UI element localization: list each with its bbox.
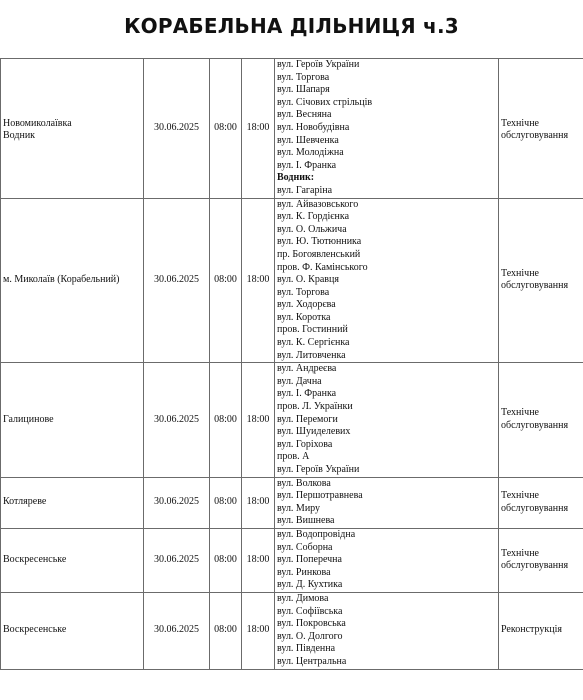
street-item: вул. Покровська [277,618,346,630]
street-item: вул. І. Франка [277,159,337,171]
street-item: вул. Ю. Тютюнника [277,236,362,248]
date-cell: 30.06.2025 [144,528,210,592]
street-item: вул. К. Сергієнка [277,337,350,349]
street-item: пров. Гостинний [277,324,348,336]
street-item: вул. Дачна [277,375,322,387]
location-name: Галицинове [3,413,54,425]
table-row [1,592,583,669]
street-item: вул. Димова [277,592,329,604]
end-time-cell: 18:00 [242,198,275,363]
street-item: вул. Молодіжна [277,147,344,159]
street-item: вул. Ходорєва [277,299,336,311]
date-cell: 30.06.2025 [144,363,210,477]
street-item: вул. Героїв України [277,59,360,70]
date-cell: 30.06.2025 [144,477,210,528]
location-name: Водник [3,130,36,142]
date-cell: 30.06.2025 [144,198,210,363]
end-time-cell: 18:00 [242,528,275,592]
work-type-cell: Технічне обслуговування [499,363,583,477]
street-item: вул. Миру [277,502,321,514]
street-item: вул. Соборна [277,541,333,553]
table-row [1,477,583,528]
street-item: вул. І. Франка [277,388,337,400]
page-title: КОРАБЕЛЬНА ДІЛЬНИЦЯ ч.3 [124,14,459,38]
location-name: Котляреве [3,496,47,508]
street-item: вул. Шевченка [277,134,339,146]
street-item: вул. Литовченка [277,349,346,361]
start-time-cell: 08:00 [210,477,242,528]
street-item: вул. Першотравнева [277,490,363,502]
street-item: пров. А [277,451,310,463]
location-cell [1,59,144,199]
location-name: Воскресенське [3,624,67,636]
street-item: вул. Шуиделевих [277,426,351,438]
street-item: вул. Ринкова [277,566,331,578]
table-row [1,363,583,477]
street-item: вул. Коротка [277,311,331,323]
street-item: вул. Центральна [277,655,347,667]
streets-cell [275,592,499,669]
street-item: пр. Богоявленський [277,248,361,260]
street-item: вул. О. Ольжича [277,223,347,235]
street-item: вул. Горіхова [277,438,333,450]
streets-cell [275,477,499,528]
table-row [1,528,583,592]
location-cell [1,528,144,592]
location-cell [1,592,144,669]
work-type-cell: Технічне обслуговування [499,477,583,528]
table-row [1,59,583,199]
street-item: вул. Поперечна [277,554,342,566]
streets-cell [275,528,499,592]
streets-cell [275,59,499,199]
street-item: вул. Шапаря [277,84,330,96]
street-item: вул. О. Долгого [277,630,343,642]
street-item: вул. Новобудівна [277,121,350,133]
schedule-body [1,59,583,670]
location-cell [1,363,144,477]
table-row [1,198,583,363]
end-time-cell: 18:00 [242,363,275,477]
work-type-cell: Технічне обслуговування [499,528,583,592]
location-name: Воскресенське [3,554,67,566]
street-item: вул. Південна [277,643,336,655]
street-item: вул. Волкова [277,477,331,489]
start-time-cell: 08:00 [210,59,242,199]
start-time-cell: 08:00 [210,198,242,363]
street-item: вул. Андреєва [277,363,337,375]
end-time-cell: 18:00 [242,477,275,528]
streets-cell [275,363,499,477]
work-type-cell: Технічне обслуговування [499,198,583,363]
end-time-cell: 18:00 [242,592,275,669]
location-name: Новомиколаївка [3,117,72,129]
street-item: вул. Січових стрільців [277,96,373,108]
street-item: вул. Вишнева [277,515,335,527]
date-cell: 30.06.2025 [144,592,210,669]
street-item: вул. Гагаріна [277,184,333,196]
street-item: вул. Торгова [277,71,330,83]
street-item: пров. Ф. Камінського [277,261,368,273]
streets-cell [275,198,499,363]
street-item: вул. Софіївська [277,605,343,617]
street-item: вул. К. Гордієнка [277,211,350,223]
work-type-cell: Реконструкція [499,592,583,669]
street-item: пров. Л. Українки [277,401,353,413]
work-type-cell: Технічне обслуговування [499,59,583,199]
location-cell [1,477,144,528]
start-time-cell: 08:00 [210,528,242,592]
street-item: вул. Перемоги [277,413,338,425]
street-item: вул. Весняна [277,109,332,121]
street-item: вул. Водопровідна [277,528,356,540]
street-item: вул. Айвазовського [277,198,359,210]
street-item: вул. Д. Кухтика [277,579,343,591]
start-time-cell: 08:00 [210,363,242,477]
street-item: вул. Торгова [277,286,330,298]
end-time-cell: 18:00 [242,59,275,199]
outage-schedule-table [0,58,583,670]
location-cell [1,198,144,363]
location-name: м. Миколаїв (Корабельний) [3,274,120,286]
street-item: вул. О. Кравця [277,274,339,286]
date-cell: 30.06.2025 [144,59,210,199]
sub-area-heading: Водник: [277,172,315,184]
street-item: вул. Героїв України [277,464,360,475]
start-time-cell: 08:00 [210,592,242,669]
